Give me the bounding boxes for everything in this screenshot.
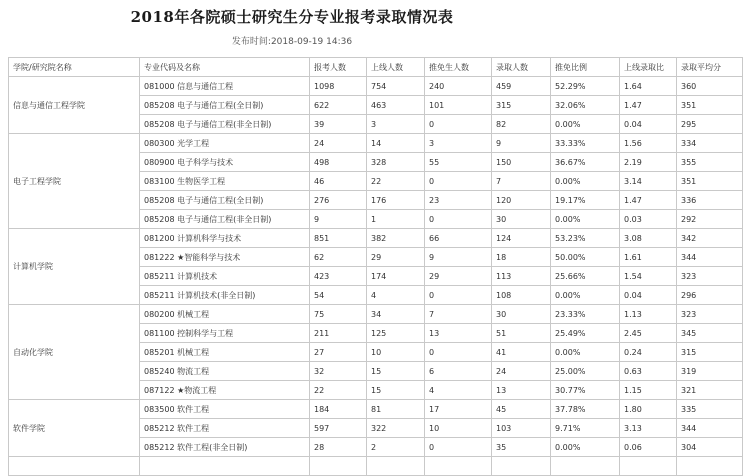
passed-cell: 15 — [367, 362, 425, 381]
exempt-cell: 101 — [425, 96, 492, 115]
admitted-cell: 124 — [492, 229, 551, 248]
exempt-ratio-cell: 25.49% — [551, 324, 620, 343]
major-cell: 085208 电子与通信工程(全日制) — [140, 191, 310, 210]
passed-cell: 176 — [367, 191, 425, 210]
pass-admit-ratio-cell: 3.08 — [620, 229, 677, 248]
admitted-cell: 7 — [492, 172, 551, 191]
exempt-ratio-cell: 0.00% — [551, 210, 620, 229]
empty-cell — [140, 457, 310, 476]
passed-cell: 3 — [367, 115, 425, 134]
admitted-cell: 103 — [492, 419, 551, 438]
applicants-cell: 24 — [310, 134, 367, 153]
exempt-ratio-cell: 19.17% — [551, 191, 620, 210]
admitted-cell: 51 — [492, 324, 551, 343]
publish-time: 发布时间:2018-09-19 14:36 — [231, 37, 353, 47]
exempt-cell: 6 — [425, 362, 492, 381]
exempt-ratio-cell: 32.06% — [551, 96, 620, 115]
exempt-ratio-cell: 25.66% — [551, 267, 620, 286]
exempt-ratio-cell: 0.00% — [551, 286, 620, 305]
empty-cell — [551, 457, 620, 476]
pass-admit-ratio-cell: 0.04 — [620, 115, 677, 134]
exempt-cell: 240 — [425, 77, 492, 96]
exempt-ratio-cell: 0.00% — [551, 172, 620, 191]
exempt-cell: 9 — [425, 248, 492, 267]
applicants-cell: 75 — [310, 305, 367, 324]
admitted-cell: 30 — [492, 305, 551, 324]
pass-admit-ratio-cell: 3.14 — [620, 172, 677, 191]
exempt-cell: 4 — [425, 381, 492, 400]
avg-score-cell: 335 — [677, 400, 743, 419]
exempt-ratio-cell: 0.00% — [551, 438, 620, 457]
header-exempt: 推免生人数 — [425, 58, 492, 77]
exempt-cell: 66 — [425, 229, 492, 248]
admitted-cell: 315 — [492, 96, 551, 115]
applicants-cell: 498 — [310, 153, 367, 172]
avg-score-cell: 345 — [677, 324, 743, 343]
exempt-ratio-cell: 36.67% — [551, 153, 620, 172]
avg-score-cell: 292 — [677, 210, 743, 229]
major-cell: 081200 计算机科学与技术 — [140, 229, 310, 248]
passed-cell: 125 — [367, 324, 425, 343]
applicants-cell: 622 — [310, 96, 367, 115]
passed-cell: 463 — [367, 96, 425, 115]
pass-admit-ratio-cell: 2.19 — [620, 153, 677, 172]
admitted-cell: 82 — [492, 115, 551, 134]
passed-cell: 29 — [367, 248, 425, 267]
admitted-cell: 18 — [492, 248, 551, 267]
exempt-cell: 3 — [425, 134, 492, 153]
table-row — [9, 400, 743, 419]
avg-score-cell: 342 — [677, 229, 743, 248]
admitted-cell: 30 — [492, 210, 551, 229]
exempt-cell: 0 — [425, 210, 492, 229]
avg-score-cell: 296 — [677, 286, 743, 305]
exempt-ratio-cell: 0.00% — [551, 343, 620, 362]
empty-cell — [492, 457, 551, 476]
major-cell: 085208 电子与通信工程(全日制) — [140, 96, 310, 115]
avg-score-cell: 323 — [677, 305, 743, 324]
pass-admit-ratio-cell: 1.56 — [620, 134, 677, 153]
exempt-ratio-cell: 23.33% — [551, 305, 620, 324]
admitted-cell: 108 — [492, 286, 551, 305]
pass-admit-ratio-cell: 0.03 — [620, 210, 677, 229]
avg-score-cell: 351 — [677, 96, 743, 115]
avg-score-cell: 319 — [677, 362, 743, 381]
table-row — [9, 229, 743, 248]
page-title: 2018年各院硕士研究生分专业报考录取情况表 — [130, 8, 454, 26]
passed-cell: 1 — [367, 210, 425, 229]
exempt-ratio-cell: 53.23% — [551, 229, 620, 248]
exempt-ratio-cell: 33.33% — [551, 134, 620, 153]
major-cell: 080900 电子科学与技术 — [140, 153, 310, 172]
applicants-cell: 27 — [310, 343, 367, 362]
college-cell: 计算机学院 — [9, 229, 140, 305]
table-row — [9, 134, 743, 153]
header-pass-admit-ratio: 上线录取比 — [620, 58, 677, 77]
passed-cell: 15 — [367, 381, 425, 400]
applicants-cell: 54 — [310, 286, 367, 305]
header-major: 专业代码及名称 — [140, 58, 310, 77]
major-cell: 085212 软件工程 — [140, 419, 310, 438]
major-cell: 085208 电子与通信工程(非全日制) — [140, 210, 310, 229]
avg-score-cell: 360 — [677, 77, 743, 96]
avg-score-cell: 304 — [677, 438, 743, 457]
passed-cell: 10 — [367, 343, 425, 362]
exempt-ratio-cell: 52.29% — [551, 77, 620, 96]
exempt-cell: 0 — [425, 115, 492, 134]
applicants-cell: 22 — [310, 381, 367, 400]
exempt-cell: 0 — [425, 172, 492, 191]
major-cell: 081100 控制科学与工程 — [140, 324, 310, 343]
applicants-cell: 423 — [310, 267, 367, 286]
applicants-cell: 62 — [310, 248, 367, 267]
avg-score-cell: 351 — [677, 172, 743, 191]
applicants-cell: 276 — [310, 191, 367, 210]
pass-admit-ratio-cell: 0.63 — [620, 362, 677, 381]
admitted-cell: 35 — [492, 438, 551, 457]
empty-cell — [677, 457, 743, 476]
table-body — [9, 77, 743, 476]
empty-cell — [620, 457, 677, 476]
exempt-cell: 0 — [425, 438, 492, 457]
applicants-cell: 39 — [310, 115, 367, 134]
admitted-cell: 113 — [492, 267, 551, 286]
exempt-cell: 29 — [425, 267, 492, 286]
exempt-cell: 7 — [425, 305, 492, 324]
exempt-ratio-cell: 37.78% — [551, 400, 620, 419]
pass-admit-ratio-cell: 1.80 — [620, 400, 677, 419]
header-exempt-ratio: 推免比例 — [551, 58, 620, 77]
passed-cell: 322 — [367, 419, 425, 438]
major-cell: 085240 物流工程 — [140, 362, 310, 381]
major-cell: 081000 信息与通信工程 — [140, 77, 310, 96]
exempt-ratio-cell: 30.77% — [551, 381, 620, 400]
major-cell: 085208 电子与通信工程(非全日制) — [140, 115, 310, 134]
exempt-ratio-cell: 9.71% — [551, 419, 620, 438]
pass-admit-ratio-cell: 0.06 — [620, 438, 677, 457]
major-cell: 080200 机械工程 — [140, 305, 310, 324]
passed-cell: 2 — [367, 438, 425, 457]
empty-cell — [310, 457, 367, 476]
applicants-cell: 1098 — [310, 77, 367, 96]
empty-cell — [425, 457, 492, 476]
empty-cell — [9, 457, 140, 476]
empty-cell — [367, 457, 425, 476]
applicants-cell: 28 — [310, 438, 367, 457]
pass-admit-ratio-cell: 0.24 — [620, 343, 677, 362]
passed-cell: 34 — [367, 305, 425, 324]
applicants-cell: 184 — [310, 400, 367, 419]
college-cell: 信息与通信工程学院 — [9, 77, 140, 134]
passed-cell: 754 — [367, 77, 425, 96]
avg-score-cell: 321 — [677, 381, 743, 400]
applicants-cell: 9 — [310, 210, 367, 229]
header-row — [9, 58, 743, 77]
college-cell: 软件学院 — [9, 400, 140, 457]
passed-cell: 4 — [367, 286, 425, 305]
applicants-cell: 851 — [310, 229, 367, 248]
pass-admit-ratio-cell: 1.64 — [620, 77, 677, 96]
college-cell: 自动化学院 — [9, 305, 140, 400]
exempt-cell: 0 — [425, 286, 492, 305]
pass-admit-ratio-cell: 3.13 — [620, 419, 677, 438]
pass-admit-ratio-cell: 1.61 — [620, 248, 677, 267]
avg-score-cell: 344 — [677, 419, 743, 438]
major-cell: 085211 计算机技术 — [140, 267, 310, 286]
avg-score-cell: 336 — [677, 191, 743, 210]
passed-cell: 174 — [367, 267, 425, 286]
passed-cell: 22 — [367, 172, 425, 191]
admitted-cell: 45 — [492, 400, 551, 419]
admissions-table — [8, 57, 743, 476]
avg-score-cell: 344 — [677, 248, 743, 267]
pass-admit-ratio-cell: 1.47 — [620, 191, 677, 210]
exempt-ratio-cell: 0.00% — [551, 115, 620, 134]
applicants-cell: 597 — [310, 419, 367, 438]
table-row-cutoff — [9, 457, 743, 476]
avg-score-cell: 323 — [677, 267, 743, 286]
admitted-cell: 13 — [492, 381, 551, 400]
college-cell: 电子工程学院 — [9, 134, 140, 229]
exempt-cell: 17 — [425, 400, 492, 419]
exempt-cell: 13 — [425, 324, 492, 343]
header-college: 学院/研究院名称 — [9, 58, 140, 77]
header-passed: 上线人数 — [367, 58, 425, 77]
avg-score-cell: 355 — [677, 153, 743, 172]
exempt-cell: 23 — [425, 191, 492, 210]
major-cell: 085212 软件工程(非全日制) — [140, 438, 310, 457]
admitted-cell: 120 — [492, 191, 551, 210]
applicants-cell: 46 — [310, 172, 367, 191]
passed-cell: 382 — [367, 229, 425, 248]
major-cell: 085201 机械工程 — [140, 343, 310, 362]
major-cell: 087122 ★物流工程 — [140, 381, 310, 400]
major-cell: 083500 软件工程 — [140, 400, 310, 419]
header-admitted: 录取人数 — [492, 58, 551, 77]
table-row — [9, 305, 743, 324]
pass-admit-ratio-cell: 1.13 — [620, 305, 677, 324]
avg-score-cell: 295 — [677, 115, 743, 134]
exempt-cell: 10 — [425, 419, 492, 438]
major-cell: 080300 光学工程 — [140, 134, 310, 153]
admitted-cell: 24 — [492, 362, 551, 381]
applicants-cell: 32 — [310, 362, 367, 381]
pass-admit-ratio-cell: 2.45 — [620, 324, 677, 343]
major-cell: 085211 计算机技术(非全日制) — [140, 286, 310, 305]
admitted-cell: 41 — [492, 343, 551, 362]
pass-admit-ratio-cell: 0.04 — [620, 286, 677, 305]
pass-admit-ratio-cell: 1.54 — [620, 267, 677, 286]
pass-admit-ratio-cell: 1.15 — [620, 381, 677, 400]
pass-admit-ratio-cell: 1.47 — [620, 96, 677, 115]
avg-score-cell: 315 — [677, 343, 743, 362]
header-avg-score: 录取平均分 — [677, 58, 743, 77]
admitted-cell: 9 — [492, 134, 551, 153]
applicants-cell: 211 — [310, 324, 367, 343]
avg-score-cell: 334 — [677, 134, 743, 153]
major-cell: 083100 生物医学工程 — [140, 172, 310, 191]
exempt-ratio-cell: 50.00% — [551, 248, 620, 267]
passed-cell: 81 — [367, 400, 425, 419]
passed-cell: 328 — [367, 153, 425, 172]
exempt-cell: 55 — [425, 153, 492, 172]
admitted-cell: 150 — [492, 153, 551, 172]
exempt-ratio-cell: 25.00% — [551, 362, 620, 381]
admitted-cell: 459 — [492, 77, 551, 96]
header-applicants: 报考人数 — [310, 58, 367, 77]
major-cell: 081222 ★智能科学与技术 — [140, 248, 310, 267]
table-row — [9, 77, 743, 96]
exempt-cell: 0 — [425, 343, 492, 362]
passed-cell: 14 — [367, 134, 425, 153]
